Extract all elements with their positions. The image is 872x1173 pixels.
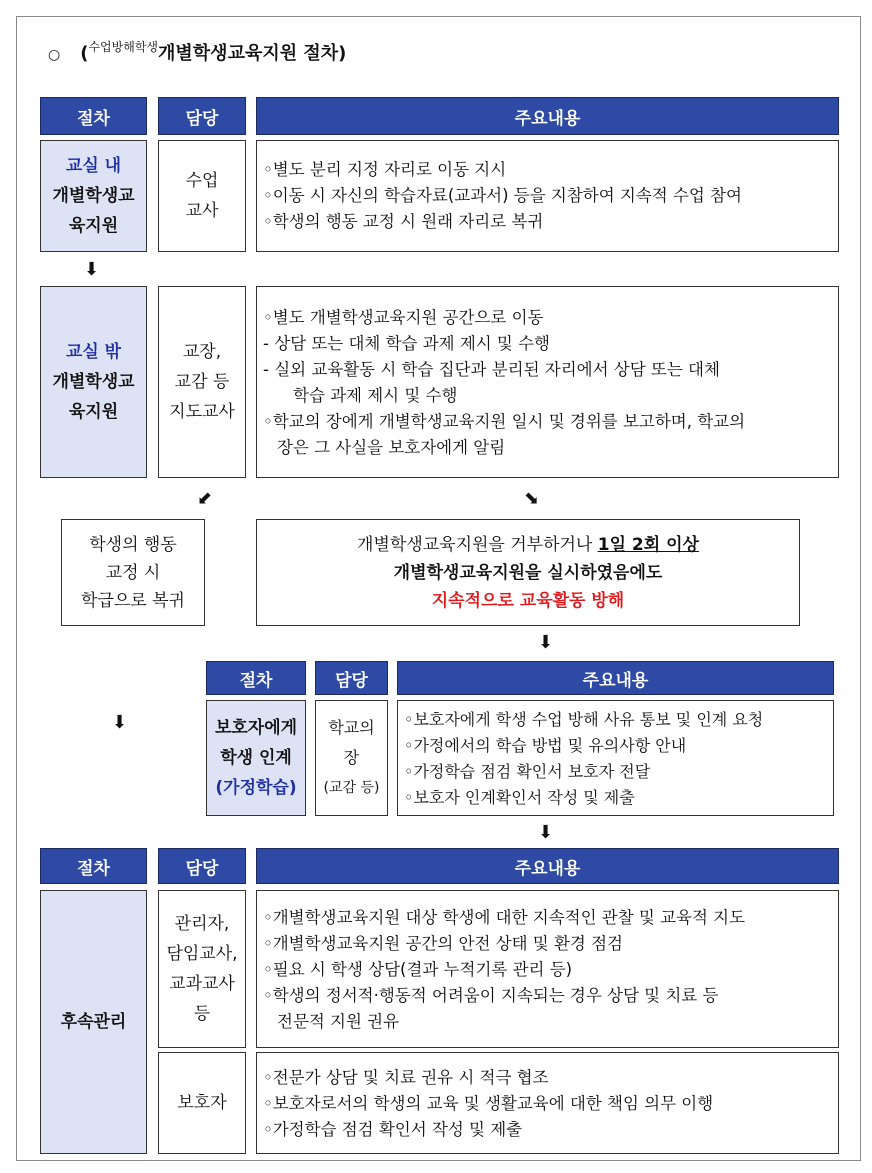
content-item: ◦가정학습 점검 확인서 보호자 전달 <box>404 762 651 781</box>
content-item: ◦보호자로서의 학생의 교육 및 생활교육에 대한 책임 의무 이행 <box>263 1094 714 1113</box>
content-item: ◦학교의 장에게 개별학생교육지원 일시 및 경위를 보고하며, 학교의 <box>263 412 746 431</box>
content-item: 학습 과제 제시 및 수행 <box>293 386 458 405</box>
charge-staff <box>158 890 246 1048</box>
branch-line <box>357 531 699 559</box>
branch-escalation <box>256 519 800 626</box>
branch-emphasis: 1일 2회 이상 <box>597 534 699 555</box>
charge-guardian <box>158 1052 246 1154</box>
content-item: ◦개별학생교육지원 대상 학생에 대한 지속적인 관찰 및 교육적 지도 <box>263 908 746 927</box>
step-label-line: 개별학생교 <box>52 372 135 392</box>
charge-line: 지도교사 <box>169 402 235 422</box>
arrow-down-icon: ⬇ <box>538 632 554 653</box>
arrow-down-right-icon: ⬊ <box>524 488 540 509</box>
title-superscript: 수업방해학생 <box>88 40 159 54</box>
content-item: 전문적 지원 권유 <box>277 1012 400 1031</box>
content-out-class <box>256 286 839 478</box>
content-item: ◦개별학생교육지원 공간의 안전 상태 및 환경 점검 <box>263 934 623 953</box>
content-item: ◦보호자에게 학생 수업 방해 사유 통보 및 인계 요청 <box>404 710 764 729</box>
branch-warning: 지속적으로 교육활동 방해 <box>431 590 625 611</box>
header-content: 주요내용 <box>256 97 839 135</box>
title-main: 개별학생교육지원 절차) <box>158 43 347 64</box>
branch-line: 교정 시 <box>105 562 161 583</box>
title-bullet: ○ <box>48 47 61 63</box>
charge-line: 학교의 <box>328 718 375 737</box>
step-label-line: 보호자에게 <box>214 718 298 738</box>
content-follow-up-staff <box>256 890 839 1048</box>
step-label-line: 교실 밖 <box>65 342 122 362</box>
branch-text: 개별학생교육지원을 거부하거나 <box>357 534 598 555</box>
title-open-paren: ( <box>80 43 89 64</box>
page-title <box>48 38 346 65</box>
charge-line: 교감 등 <box>174 372 230 392</box>
content-item: ◦별도 분리 지정 자리로 이동 지시 <box>263 160 507 179</box>
header-charge: 담당 <box>315 661 388 695</box>
charge-line: 교사 <box>185 201 219 221</box>
arrow-down-left-icon: ⬋ <box>197 488 213 509</box>
step-in-class <box>40 140 147 252</box>
arrow-down-icon: ⬇ <box>84 259 100 280</box>
header-content: 주요내용 <box>397 661 834 695</box>
charge-line: (교감 등) <box>323 780 380 796</box>
charge-line: 장 <box>343 748 360 767</box>
content-item: ◦학생의 정서적·행동적 어려움이 지속되는 경우 상담 및 치료 등 <box>263 986 719 1005</box>
charge-line: 수업 <box>185 171 219 191</box>
header-step: 절차 <box>206 661 306 695</box>
step-out-class <box>40 286 147 478</box>
charge-teacher <box>158 140 246 252</box>
step-label-line: 육지원 <box>68 402 119 422</box>
arrow-down-icon: ⬇ <box>538 822 554 843</box>
content-item: - 실외 교육활동 시 학습 집단과 분리된 자리에서 상담 또는 대체 <box>263 360 720 379</box>
step-label-line: 개별학생교 <box>52 186 135 206</box>
content-item: 장은 그 사실을 보호자에게 알림 <box>277 438 506 457</box>
content-follow-up-guardian <box>256 1052 839 1154</box>
charge-line: 관리자, <box>174 914 230 934</box>
content-item: ◦전문가 상담 및 치료 권유 시 적극 협조 <box>263 1068 549 1087</box>
step-label-line: 후속관리 <box>60 1012 127 1032</box>
content-item: ◦보호자 인계확인서 작성 및 제출 <box>404 788 635 807</box>
charge-line: 등 <box>193 1004 211 1024</box>
branch-line: 학생의 행동 <box>89 534 177 555</box>
arrow-down-icon: ⬇ <box>112 712 128 733</box>
content-handover <box>397 700 834 816</box>
charge-head <box>315 700 388 816</box>
charge-principal <box>158 286 246 478</box>
content-in-class <box>256 140 839 252</box>
branch-return-class <box>61 519 205 626</box>
branch-line: 학급으로 복귀 <box>81 590 185 611</box>
charge-line: 교과교사 <box>169 974 235 994</box>
header-content: 주요내용 <box>256 848 839 884</box>
header-step: 절차 <box>40 97 147 135</box>
charge-line: 보호자 <box>177 1093 227 1113</box>
step-label-line: 교실 내 <box>65 156 122 176</box>
content-item: ◦가정에서의 학습 방법 및 유의사항 안내 <box>404 736 687 755</box>
branch-line: 개별학생교육지원을 실시하였음에도 <box>393 562 663 583</box>
content-item: ◦필요 시 학생 상담(결과 누적기록 관리 등) <box>263 960 573 979</box>
content-item: - 상담 또는 대체 학습 과제 제시 및 수행 <box>263 334 550 353</box>
header-charge: 담당 <box>158 97 246 135</box>
content-item: ◦가정학습 점검 확인서 작성 및 제출 <box>263 1120 523 1139</box>
header-charge: 담당 <box>158 848 246 884</box>
step-follow-up <box>40 890 147 1154</box>
step-label-line: (가정학습) <box>215 778 297 798</box>
content-item: ◦학생의 행동 교정 시 원래 자리로 복귀 <box>263 212 544 231</box>
step-label-line: 육지원 <box>68 216 119 236</box>
step-handover <box>206 700 306 816</box>
content-item: ◦별도 개별학생교육지원 공간으로 이동 <box>263 308 544 327</box>
step-label-line: 학생 인계 <box>220 748 292 768</box>
header-step: 절차 <box>40 848 147 884</box>
content-item: ◦이동 시 자신의 학습자료(교과서) 등을 지참하여 지속적 수업 참여 <box>263 186 742 205</box>
charge-line: 교장, <box>182 342 222 362</box>
charge-line: 담임교사, <box>166 944 238 964</box>
